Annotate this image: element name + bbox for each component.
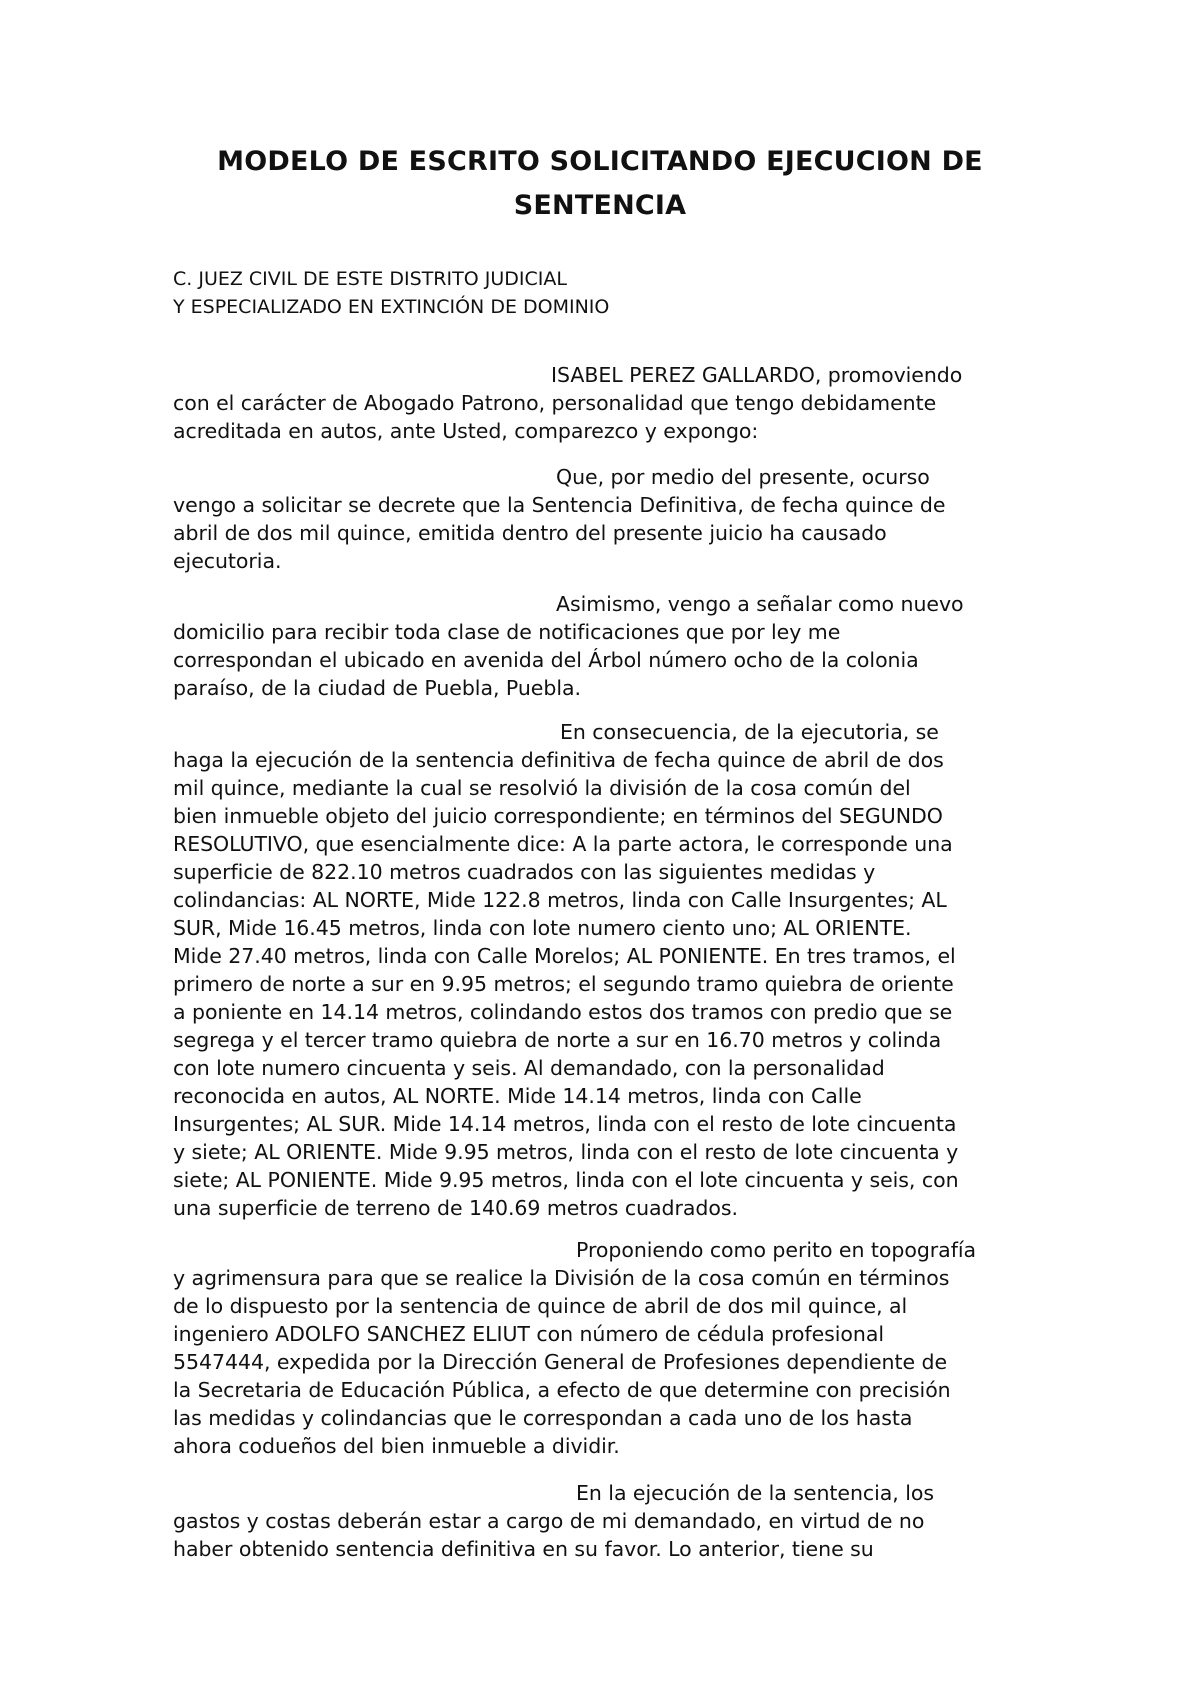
paragraph-line: colindancias: AL NORTE, Mide 122.8 metros, linda con Calle Insurgentes; AL: [173, 888, 947, 912]
paragraph-introduction: [173, 361, 1033, 445]
paragraph-line: vengo a solicitar se decrete que la Sentencia Definitiva, de fecha quince de: [173, 493, 946, 517]
paragraph-line: de lo dispuesto por la sentencia de quince de abril de dos mil quince, al: [173, 1294, 908, 1318]
paragraph-line: Proponiendo como perito en topografía: [576, 1238, 977, 1262]
paragraph-line: la Secretaria de Educación Pública, a efecto de que determine con precisión: [173, 1378, 951, 1402]
paragraph-line: Insurgentes; AL SUR. Mide 14.14 metros, linda con el resto de lote cincuenta: [173, 1112, 957, 1136]
paragraph-line: reconocida en autos, AL NORTE. Mide 14.14 metros, linda con Calle: [173, 1084, 862, 1108]
paragraph-line: ingeniero ADOLFO SANCHEZ ELIUT con número de cédula profesional: [173, 1322, 885, 1346]
paragraph-line: siete; AL PONIENTE. Mide 9.95 metros, linda con el lote cincuenta y seis, con: [173, 1168, 959, 1192]
paragraph-expert: [173, 1236, 1033, 1460]
paragraph-line: acreditada en autos, ante Usted, comparezco y expongo:: [173, 419, 759, 443]
paragraph-line: domicilio para recibir toda clase de notificaciones que por ley me: [173, 620, 841, 644]
paragraph-line: a poniente en 14.14 metros, colindando estos dos tramos con predio que se: [173, 1000, 953, 1024]
addressee-line-1: C. JUEZ CIVIL DE ESTE DISTRITO JUDICIAL: [173, 268, 567, 290]
paragraph-line: y siete; AL ORIENTE. Mide 9.95 metros, linda con el resto de lote cincuenta y: [173, 1140, 959, 1164]
paragraph-line: RESOLUTIVO, que esencialmente dice: A la parte actora, le corresponde una: [173, 832, 953, 856]
paragraph-line: ahora codueños del bien inmueble a dividir.: [173, 1434, 620, 1458]
paragraph-line: las medidas y colindancias que le correspondan a cada uno de los hasta: [173, 1406, 913, 1430]
paragraph-line: haga la ejecución de la sentencia definitiva de fecha quince de abril de dos: [173, 748, 944, 772]
paragraph-line: paraíso, de la ciudad de Puebla, Puebla.: [173, 676, 581, 700]
title-line-1: MODELO DE ESCRITO SOLICITANDO EJECUCION DE: [217, 146, 983, 177]
paragraph-costs: [173, 1479, 1033, 1563]
paragraph-line: correspondan el ubicado en avenida del Árbol número ocho de la colonia: [173, 648, 919, 672]
paragraph-line: ejecutoria.: [173, 549, 282, 573]
paragraph-execution: [173, 718, 1033, 1222]
paragraph-address: [173, 590, 1033, 702]
paragraph-line: superficie de 822.10 metros cuadrados con las siguientes medidas y: [173, 860, 876, 884]
paragraph-line: mil quince, mediante la cual se resolvió la división de la cosa común del: [173, 776, 911, 800]
paragraph-request: [173, 463, 1033, 575]
paragraph-line: con lote numero cincuenta y seis. Al demandado, con la personalidad: [173, 1056, 885, 1080]
paragraph-line: SUR, Mide 16.45 metros, linda con lote numero ciento uno; AL ORIENTE.: [173, 916, 912, 940]
paragraph-line: 5547444, expedida por la Dirección General de Profesiones dependiente de: [173, 1350, 948, 1374]
paragraph-line: abril de dos mil quince, emitida dentro del presente juicio ha causado: [173, 521, 887, 545]
title-line-2: SENTENCIA: [513, 190, 687, 221]
paragraph-line: En la ejecución de la sentencia, los: [576, 1481, 934, 1505]
paragraph-line: primero de norte a sur en 9.95 metros; el segundo tramo quiebra de oriente: [173, 972, 954, 996]
paragraph-line: una superficie de terreno de 140.69 metros cuadrados.: [173, 1196, 738, 1220]
document-title: [150, 140, 1050, 228]
addressee-line-2: Y ESPECIALIZADO EN EXTINCIÓN DE DOMINIO: [173, 296, 610, 318]
paragraph-line: con el carácter de Abogado Patrono, personalidad que tengo debidamente: [173, 391, 937, 415]
paragraph-line: Que, por medio del presente, ocurso: [556, 465, 930, 489]
paragraph-line: gastos y costas deberán estar a cargo de mi demandado, en virtud de no: [173, 1509, 925, 1533]
paragraph-line: y agrimensura para que se realice la División de la cosa común en términos: [173, 1266, 950, 1290]
paragraph-line: Asimismo, vengo a señalar como nuevo: [556, 592, 964, 616]
paragraph-line: ISABEL PEREZ GALLARDO, promoviendo: [551, 363, 963, 387]
addressee-block: [173, 265, 609, 321]
paragraph-line: haber obtenido sentencia definitiva en su favor. Lo anterior, tiene su: [173, 1537, 874, 1561]
paragraph-line: segrega y el tercer tramo quiebra de norte a sur en 16.70 metros y colinda: [173, 1028, 942, 1052]
paragraph-line: Mide 27.40 metros, linda con Calle Morelos; AL PONIENTE. En tres tramos, el: [173, 944, 956, 968]
paragraph-line: En consecuencia, de la ejecutoria, se: [560, 720, 939, 744]
paragraph-line: bien inmueble objeto del juicio correspondiente; en términos del SEGUNDO: [173, 804, 943, 828]
